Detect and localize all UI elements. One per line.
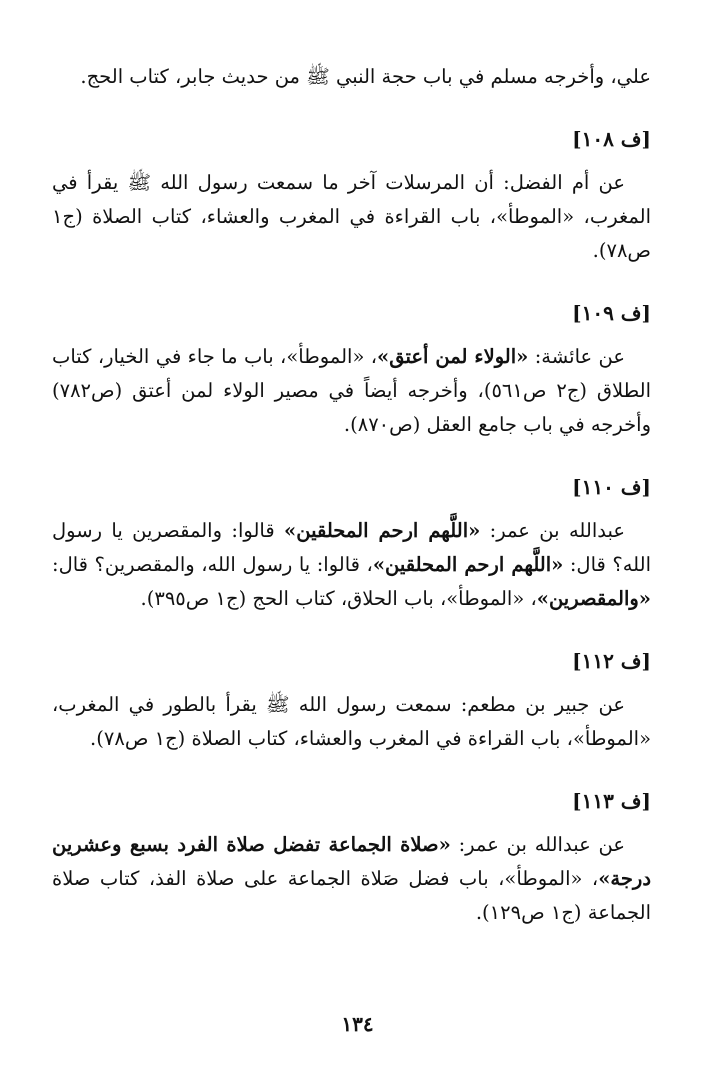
section-heading-113: [ف ١١٣] bbox=[572, 789, 651, 813]
hadith-quote: «اللَّهم ارحم المحلقين» bbox=[284, 519, 481, 542]
text-segment: ، «الموطأ»، باب الحلاق، كتاب الحج (ج١ ص٣٩٥). bbox=[140, 587, 537, 610]
page-body bbox=[52, 60, 651, 930]
section-text-108 bbox=[52, 166, 651, 268]
hadith-quote: «اللَّهم ارحم المحلقين» bbox=[372, 553, 564, 576]
section-heading-108: [ف ١٠٨] bbox=[572, 127, 651, 151]
section-text-109 bbox=[52, 340, 651, 442]
text-segment: ، «الموطأ»، باب فضل صَلاة الجماعة على صلاة الفذ، كتاب صلاة الجماعة (ج١ ص١٢٩). bbox=[52, 867, 651, 924]
section-heading-109: [ف ١٠٩] bbox=[572, 301, 651, 325]
text-segment: ، «الموطأ»، باب ما جاء في الخيار، كتاب الطلاق (ج٢ ص٥٦١)، وأخرجه أيضاً في مصير الولاء لمن أعتق (ص٧٨٢) وأخرجه في باب جامع العقل (ص٨٧٠). bbox=[52, 345, 651, 436]
text-segment: عن أم الفضل: أن المرسلات آخر ما سمعت رسول الله ﷺ يقرأ في المغرب، «الموطأ»، باب القراءة في المغرب والعشاء، كتاب الصلاة (ج١ ص٧٨). bbox=[52, 171, 651, 262]
hadith-quote: «صلاة الجماعة تفضل صلاة الفرد بسبع وعشرين درجة» bbox=[52, 833, 651, 890]
hadith-quote: «والمقصرين» bbox=[536, 587, 651, 610]
section-text-113 bbox=[52, 828, 651, 930]
page-number: ١٣٤ bbox=[341, 1012, 374, 1036]
text-segment: عن عبدالله بن عمر: bbox=[450, 833, 625, 856]
text-segment: عن جبير بن مطعم: سمعت رسول الله ﷺ يقرأ بالطور في المغرب، «الموطأ»، باب القراءة في المغرب والعشاء، كتاب الصلاة (ج١ ص٧٨). bbox=[52, 693, 651, 750]
section-heading-110: [ف ١١٠] bbox=[572, 475, 651, 499]
section-text-112 bbox=[52, 688, 651, 756]
text-segment: قالوا: والمقصرين يا رسول الله؟ قال: bbox=[52, 519, 651, 576]
text-segment: عن عائشة: bbox=[528, 345, 625, 368]
intro-paragraph: علي، وأخرجه مسلم في باب حجة النبي ﷺ من حديث جابر، كتاب الحج. bbox=[80, 65, 651, 88]
section-heading-112: [ف ١١٢] bbox=[572, 649, 651, 673]
text-segment: عبدالله بن عمر: bbox=[480, 519, 625, 542]
section-text-110 bbox=[52, 514, 651, 616]
text-segment: ، قالوا: يا رسول الله، والمقصرين؟ قال: bbox=[52, 553, 373, 576]
hadith-quote: «الولاء لمن أعتق» bbox=[377, 345, 529, 368]
